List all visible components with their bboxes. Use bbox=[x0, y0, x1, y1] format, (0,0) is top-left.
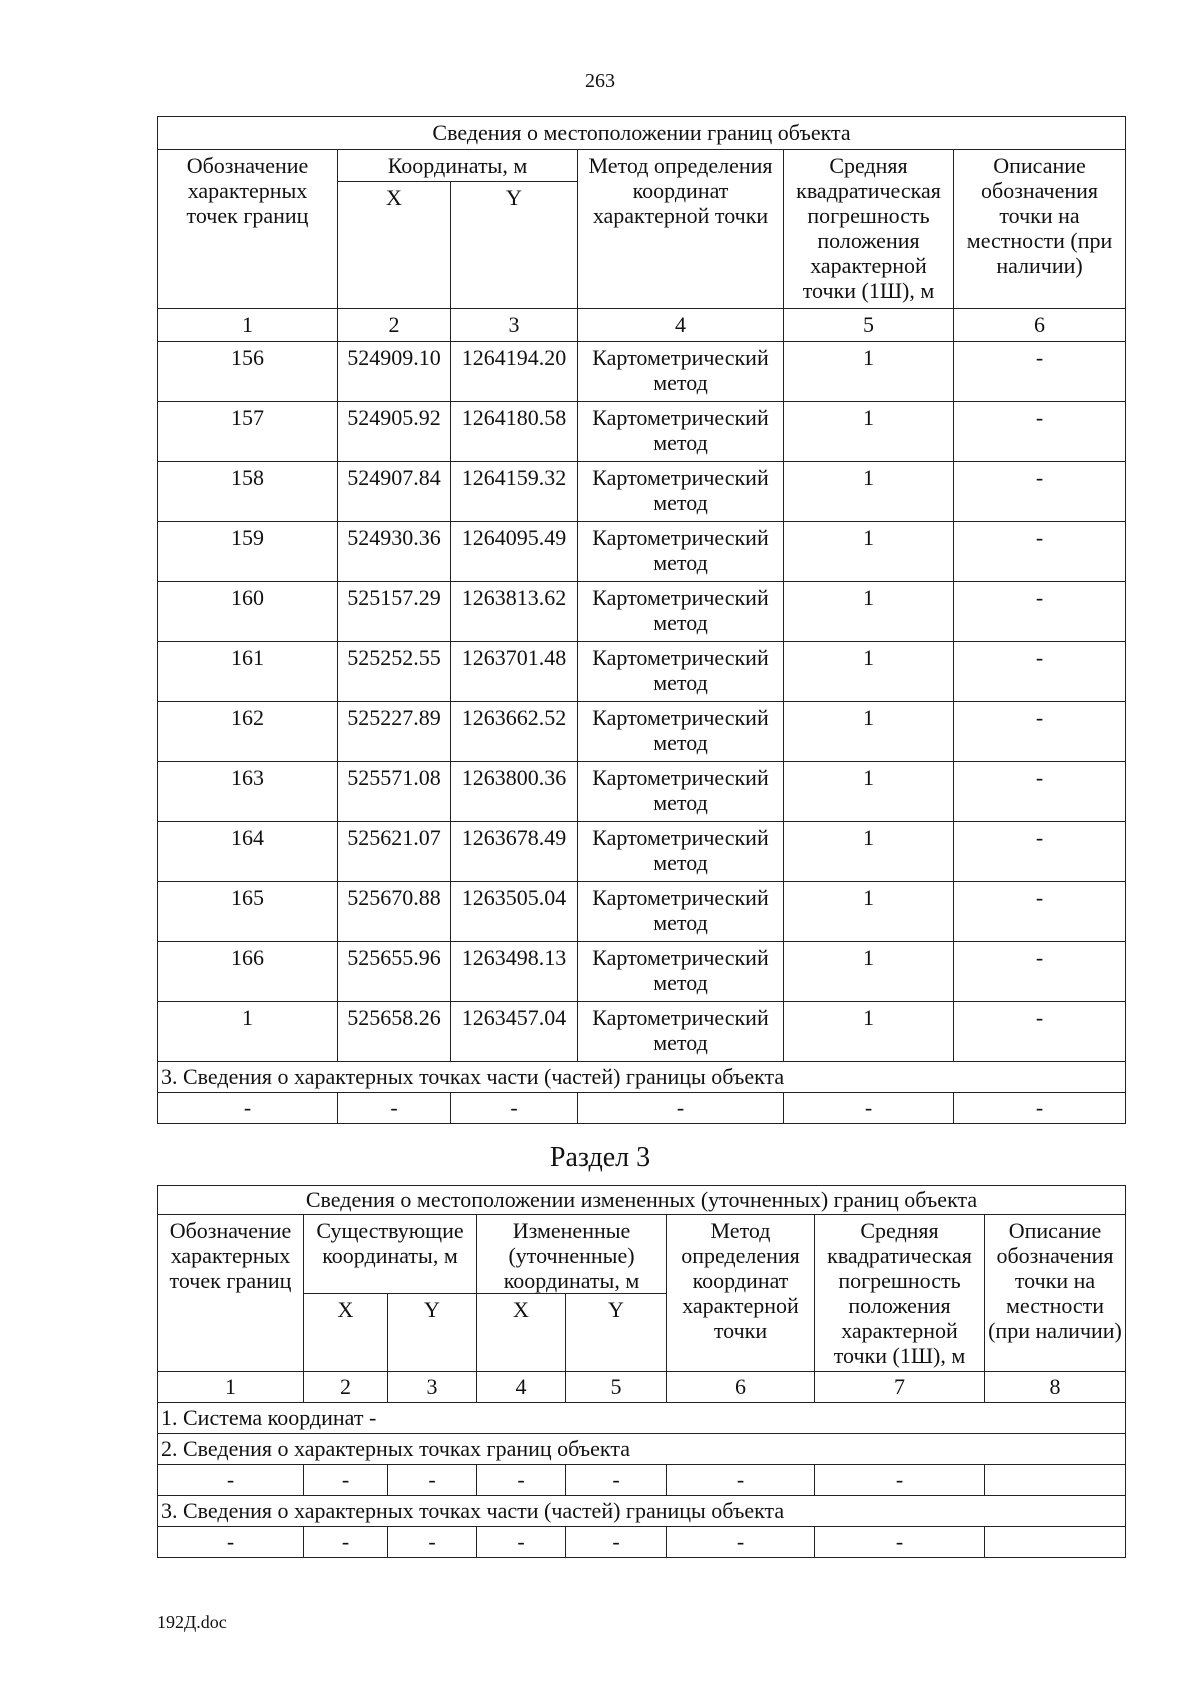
cell-method: Картометрический метод bbox=[578, 522, 784, 582]
table-cell: - bbox=[388, 1527, 477, 1558]
cell-point: 163 bbox=[158, 762, 338, 822]
cell-method: Картометрический метод bbox=[578, 342, 784, 402]
cell-y: 1263498.13 bbox=[451, 942, 578, 1002]
cell-y: 1264180.58 bbox=[451, 402, 578, 462]
cell-point: 158 bbox=[158, 462, 338, 522]
cell-y: 1263800.36 bbox=[451, 762, 578, 822]
parts-row bbox=[158, 1527, 1126, 1558]
col-number: 5 bbox=[784, 309, 954, 342]
table-row bbox=[158, 342, 1126, 402]
col-number: 1 bbox=[158, 309, 338, 342]
table-row bbox=[158, 702, 1126, 762]
table-cell: - bbox=[578, 1093, 784, 1124]
cell-description: - bbox=[954, 642, 1126, 702]
cell-error: 1 bbox=[784, 942, 954, 1002]
table-row bbox=[158, 522, 1126, 582]
cell-x: 524905.92 bbox=[338, 402, 451, 462]
table1-title: Сведения о местоположении границ объекта bbox=[158, 117, 1126, 150]
cell-error: 1 bbox=[784, 342, 954, 402]
table-row bbox=[158, 402, 1126, 462]
page-number: 263 bbox=[585, 70, 615, 92]
cell-description: - bbox=[954, 462, 1126, 522]
cell-error: 1 bbox=[784, 1002, 954, 1062]
cell-x: 524909.10 bbox=[338, 342, 451, 402]
cell-description: - bbox=[954, 402, 1126, 462]
table-cell: - bbox=[566, 1527, 667, 1558]
cell-point: 160 bbox=[158, 582, 338, 642]
cell-method: Картометрический метод bbox=[578, 762, 784, 822]
cell-method: Картометрический метод bbox=[578, 822, 784, 882]
col-number: 2 bbox=[338, 309, 451, 342]
cell-point: 159 bbox=[158, 522, 338, 582]
header-error: Средняя квадратическая погрешность положения характерной точки (1Ш), м bbox=[815, 1215, 985, 1372]
cell-point: 162 bbox=[158, 702, 338, 762]
cell-y: 1263505.04 bbox=[451, 882, 578, 942]
points-row bbox=[158, 1465, 1126, 1496]
cell-y: 1263662.52 bbox=[451, 702, 578, 762]
table-cell: - bbox=[388, 1465, 477, 1496]
header-x-changed: X bbox=[477, 1294, 566, 1372]
table-cell: - bbox=[158, 1093, 338, 1124]
parts-row bbox=[158, 1093, 1126, 1124]
cell-y: 1263678.49 bbox=[451, 822, 578, 882]
cell-method: Картометрический метод bbox=[578, 882, 784, 942]
table-cell: - bbox=[158, 1465, 304, 1496]
col-number: 6 bbox=[954, 309, 1126, 342]
table-cell: - bbox=[477, 1465, 566, 1496]
cell-point: 161 bbox=[158, 642, 338, 702]
cell-description: - bbox=[954, 822, 1126, 882]
cell-y: 1264095.49 bbox=[451, 522, 578, 582]
header-description: Описание обозначения точки на местности (при наличии) bbox=[954, 150, 1126, 309]
table-cell: - bbox=[784, 1093, 954, 1124]
cell-method: Картометрический метод bbox=[578, 942, 784, 1002]
table-cell: - bbox=[667, 1527, 815, 1558]
column-numbers-row bbox=[158, 1372, 1126, 1403]
table2-title: Сведения о местоположении измененных (уточненных) границ объекта bbox=[158, 1186, 1126, 1215]
cell-x: 524930.36 bbox=[338, 522, 451, 582]
cell-y: 1264194.20 bbox=[451, 342, 578, 402]
cell-method: Картометрический метод bbox=[578, 582, 784, 642]
cell-error: 1 bbox=[784, 762, 954, 822]
table-row bbox=[158, 582, 1126, 642]
cell-point: 164 bbox=[158, 822, 338, 882]
header-coords: Координаты, м bbox=[338, 150, 578, 182]
cell-x: 525252.55 bbox=[338, 642, 451, 702]
cell-point: 165 bbox=[158, 882, 338, 942]
cell-point: 166 bbox=[158, 942, 338, 1002]
cell-x: 525655.96 bbox=[338, 942, 451, 1002]
cell-point: 1 bbox=[158, 1002, 338, 1062]
cell-method: Картометрический метод bbox=[578, 642, 784, 702]
table-cell: - bbox=[451, 1093, 578, 1124]
table-cell: - bbox=[304, 1527, 388, 1558]
cell-error: 1 bbox=[784, 462, 954, 522]
table-cell: - bbox=[954, 1093, 1126, 1124]
table-row bbox=[158, 642, 1126, 702]
col-number: 4 bbox=[477, 1372, 566, 1403]
cell-description: - bbox=[954, 882, 1126, 942]
table-row bbox=[158, 822, 1126, 882]
cell-x: 525658.26 bbox=[338, 1002, 451, 1062]
cell-error: 1 bbox=[784, 582, 954, 642]
cell-error: 1 bbox=[784, 642, 954, 702]
table-cell: - bbox=[158, 1527, 304, 1558]
coord-system-heading: 1. Система координат - bbox=[158, 1403, 1126, 1434]
table-cell bbox=[985, 1465, 1126, 1496]
col-number: 7 bbox=[815, 1372, 985, 1403]
cell-description: - bbox=[954, 1002, 1126, 1062]
cell-description: - bbox=[954, 942, 1126, 1002]
table-row bbox=[158, 762, 1126, 822]
points-heading: 2. Сведения о характерных точках границ объекта bbox=[158, 1434, 1126, 1465]
table-cell: - bbox=[815, 1527, 985, 1558]
changed-boundary-table bbox=[157, 1185, 1126, 1558]
cell-y: 1264159.32 bbox=[451, 462, 578, 522]
table-cell bbox=[985, 1527, 1126, 1558]
col-number: 2 bbox=[304, 1372, 388, 1403]
header-x: X bbox=[338, 182, 451, 309]
cell-x: 525227.89 bbox=[338, 702, 451, 762]
cell-method: Картометрический метод bbox=[578, 702, 784, 762]
col-number: 6 bbox=[667, 1372, 815, 1403]
table-cell: - bbox=[304, 1465, 388, 1496]
cell-method: Картометрический метод bbox=[578, 462, 784, 522]
cell-description: - bbox=[954, 522, 1126, 582]
col-number: 1 bbox=[158, 1372, 304, 1403]
header-error: Средняя квадратическая погрешность положения характерной точки (1Ш), м bbox=[784, 150, 954, 309]
cell-y: 1263457.04 bbox=[451, 1002, 578, 1062]
header-description: Описание обозначения точки на местности (при наличии) bbox=[985, 1215, 1126, 1372]
header-y-existing: Y bbox=[388, 1294, 477, 1372]
cell-point: 156 bbox=[158, 342, 338, 402]
cell-method: Картометрический метод bbox=[578, 1002, 784, 1062]
cell-point: 157 bbox=[158, 402, 338, 462]
cell-error: 1 bbox=[784, 882, 954, 942]
cell-y: 1263701.48 bbox=[451, 642, 578, 702]
cell-description: - bbox=[954, 342, 1126, 402]
header-y-changed: Y bbox=[566, 1294, 667, 1372]
header-x-existing: X bbox=[304, 1294, 388, 1372]
section-title: Раздел 3 bbox=[549, 1142, 651, 1173]
table-cell: - bbox=[667, 1465, 815, 1496]
header-existing-coords: Существующие координаты, м bbox=[304, 1215, 477, 1294]
header-method: Метод определения координат характерной точки bbox=[667, 1215, 815, 1372]
boundary-location-table bbox=[157, 116, 1126, 1124]
header-y: Y bbox=[451, 182, 578, 309]
cell-error: 1 bbox=[784, 522, 954, 582]
table-cell: - bbox=[566, 1465, 667, 1496]
table-cell: - bbox=[477, 1527, 566, 1558]
header-point: Обозначение характерных точек границ bbox=[158, 1215, 304, 1372]
table-row bbox=[158, 942, 1126, 1002]
cell-x: 525157.29 bbox=[338, 582, 451, 642]
cell-x: 525621.07 bbox=[338, 822, 451, 882]
footer-filename: 192Д.doc bbox=[157, 1612, 227, 1632]
table-row bbox=[158, 1002, 1126, 1062]
col-number: 5 bbox=[566, 1372, 667, 1403]
cell-error: 1 bbox=[784, 822, 954, 882]
col-number: 8 bbox=[985, 1372, 1126, 1403]
cell-x: 525571.08 bbox=[338, 762, 451, 822]
cell-description: - bbox=[954, 702, 1126, 762]
parts-heading: 3. Сведения о характерных точках части (частей) границы объекта bbox=[158, 1062, 1126, 1093]
header-changed-coords: Измененные (уточненные) координаты, м bbox=[477, 1215, 667, 1294]
table-cell: - bbox=[338, 1093, 451, 1124]
col-number: 3 bbox=[451, 309, 578, 342]
col-number: 3 bbox=[388, 1372, 477, 1403]
cell-x: 524907.84 bbox=[338, 462, 451, 522]
column-numbers-row bbox=[158, 309, 1126, 342]
cell-method: Картометрический метод bbox=[578, 402, 784, 462]
table-row bbox=[158, 462, 1126, 522]
table-row bbox=[158, 882, 1126, 942]
cell-x: 525670.88 bbox=[338, 882, 451, 942]
header-method: Метод определения координат характерной точки bbox=[578, 150, 784, 309]
col-number: 4 bbox=[578, 309, 784, 342]
cell-y: 1263813.62 bbox=[451, 582, 578, 642]
cell-description: - bbox=[954, 762, 1126, 822]
header-point: Обозначение характерных точек границ bbox=[158, 150, 338, 309]
cell-description: - bbox=[954, 582, 1126, 642]
cell-error: 1 bbox=[784, 702, 954, 762]
parts-heading: 3. Сведения о характерных точках части (частей) границы объекта bbox=[158, 1496, 1126, 1527]
cell-error: 1 bbox=[784, 402, 954, 462]
table-cell: - bbox=[815, 1465, 985, 1496]
